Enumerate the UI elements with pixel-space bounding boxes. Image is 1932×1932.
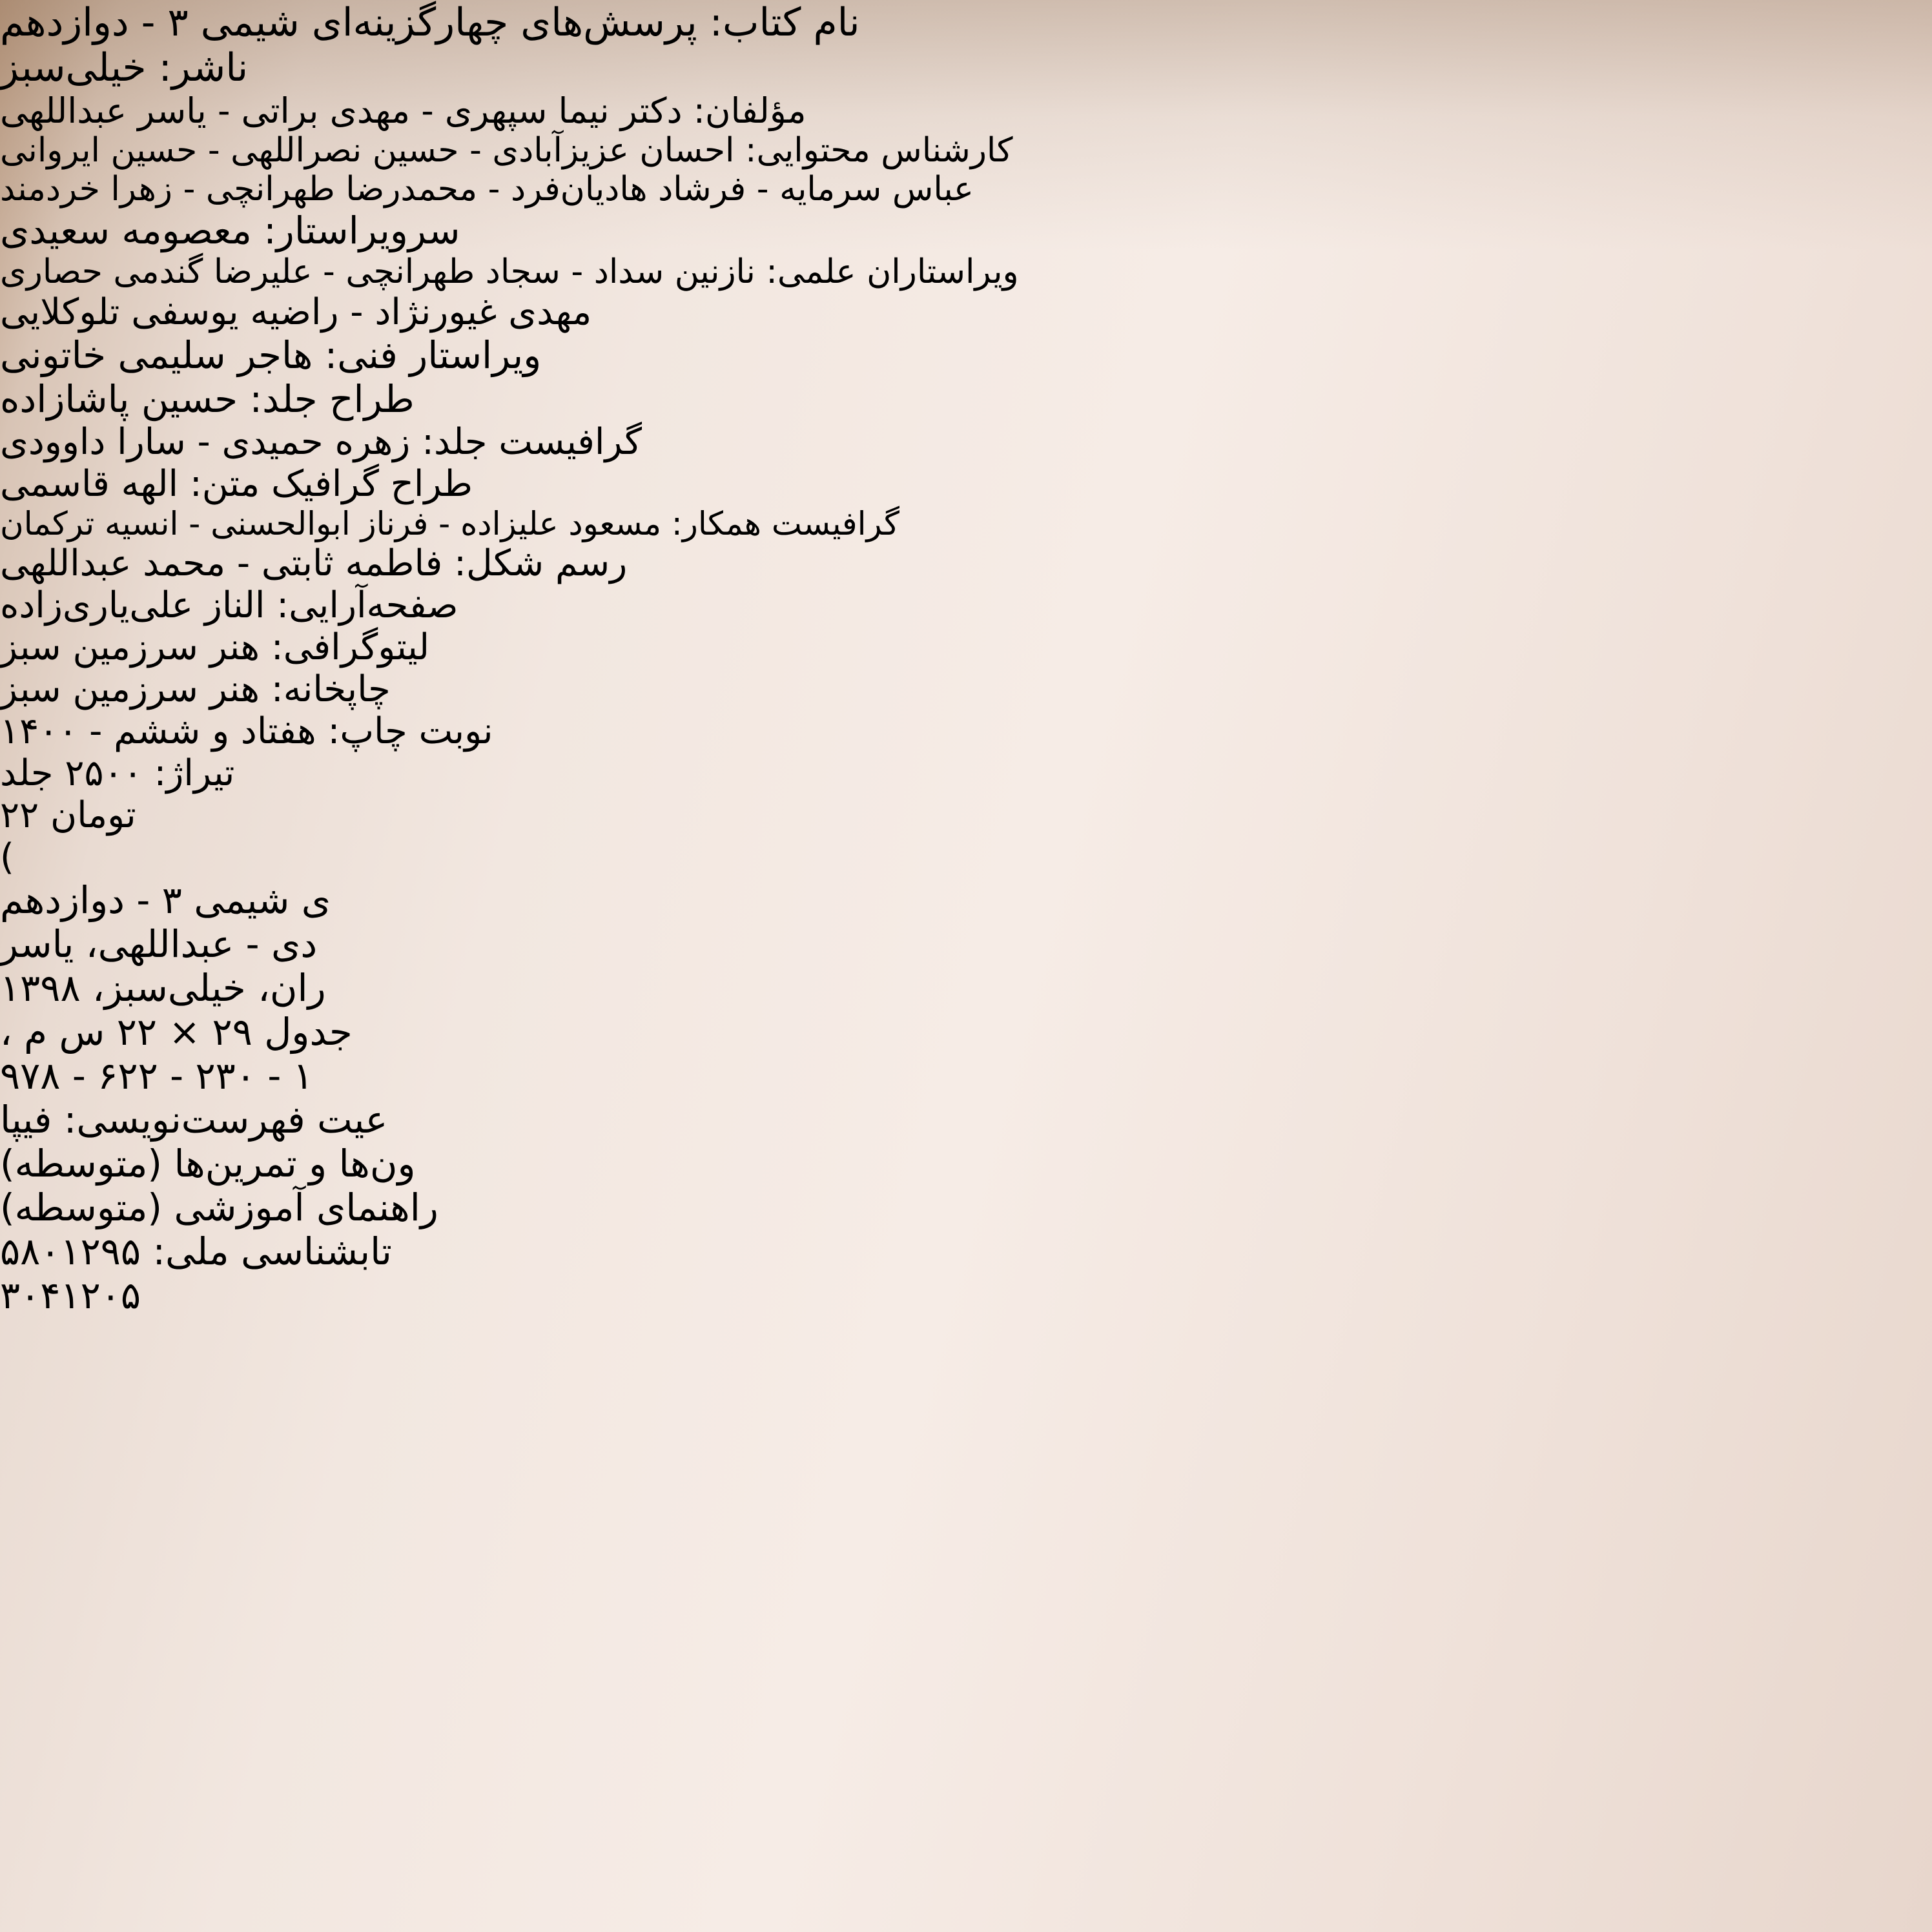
book-page-edge xyxy=(0,0,310,1743)
colophon-line-book-title: نام کتاب: پرسش‌های چهارگزینه‌ای شیمی ۳ - دوازدهم xyxy=(0,0,860,45)
cip-line-collation-fragment: ، جدول ۲۹ × ۲۲ س م xyxy=(0,1010,353,1054)
colophon-line-cover-designer: طراح جلد: حسین پاشازاده xyxy=(0,377,415,421)
colophon-line-technical-editor: ویراستار فنی: هاجر سلیمی خاتونی xyxy=(0,333,542,377)
colophon-line-content-experts-2: عباس سرمایه - فرشاد هادیان‌فرد - محمدرضا طهرانچی - زهرا خردمند xyxy=(0,170,974,209)
cip-line-national-bib-number: تابشناسی ملی: ۵۸۰۱۲۹۵ xyxy=(0,1229,392,1273)
colophon-line-lithography: لیتوگرافی: هنر سرزمین سبز xyxy=(0,626,430,668)
colophon-line-print-house: چاپخانه: هنر سرزمین سبز xyxy=(0,668,391,710)
cip-line-imprint-fragment: ران، خیلی‌سبز، ۱۳۹۸ xyxy=(0,966,326,1010)
cip-line-title-fragment: ی شیمی ۳ - دوازدهم xyxy=(0,878,331,922)
cip-line-note-fragment: ون‌ها و تمرین‌ها (متوسطه) xyxy=(0,1142,416,1186)
colophon-line-layout: صفحه‌آرایی: الناز علی‌یاری‌زاده xyxy=(0,584,458,626)
colophon-line-publisher: ناشر: خیلی‌سبز xyxy=(0,45,249,90)
cip-line-isbn-fragment: ۹۷۸ - ۶۲۲ - ۲۳۰ - ۱ xyxy=(0,1054,313,1098)
colophon-line-figure-drawing: رسم شکل: فاطمه ثابتی - محمد عبداللهی xyxy=(0,542,628,584)
colophon-line-cover-graphist: گرافیست جلد: زهره حمیدی - سارا داوودی xyxy=(0,421,642,463)
colophon-line-science-editors-2: مهدی غیورنژاد - راضیه یوسفی تلوکلایی xyxy=(0,291,592,333)
colophon-line-content-experts: کارشناس محتوایی: احسان عزیزآبادی - حسین نصراللهی - حسین ایروانی xyxy=(0,131,1013,170)
colophon-line-circulation: تیراژ: ۲۵۰۰ جلد xyxy=(0,752,235,794)
colophon-line-authors: مؤلفان: دکتر نیما سپهری - مهدی براتی - یاسر عبداللهی xyxy=(0,90,807,131)
colophon-line-co-graphists: گرافیست همکار: مسعود علیزاده - فرناز ابوالحسنی - انسیه ترکمان xyxy=(0,505,899,542)
cip-line-subject-fragment: راهنمای آموزشی (متوسطه) xyxy=(0,1186,438,1229)
cip-line-dewey-number: ۳۰۴۱۲۰۵ xyxy=(0,1273,141,1317)
colophon-line-science-editors: ویراستاران علمی: نازنین سداد - سجاد طهرانچی - علیرضا گندمی حصاری xyxy=(0,252,1019,291)
cip-line-authors-fragment: دی - عبداللهی، یاسر xyxy=(0,922,318,966)
colophon-line-chief-editor: سرویراستار: معصومه سعیدی xyxy=(0,209,460,252)
colophon-line-text-graphic: طراح گرافیک متن: الهه قاسمی xyxy=(0,463,473,505)
cip-line-cataloging-status: عیت فهرست‌نویسی: فیپا xyxy=(0,1098,388,1142)
colophon-line-price-fragment: ۲۲ تومان xyxy=(0,794,136,836)
colophon-line-print-run-number: نوبت چاپ: هفتاد و ششم - ۱۴۰۰ xyxy=(0,710,493,752)
colophon-paren-fragment: ( xyxy=(0,836,14,878)
